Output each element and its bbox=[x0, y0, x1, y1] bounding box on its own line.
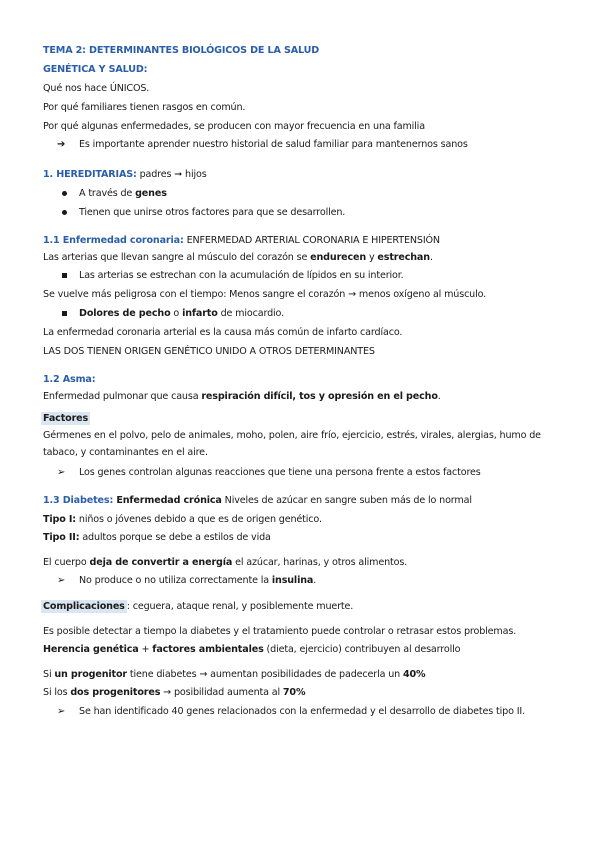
bold-text: 40% bbox=[403, 669, 426, 680]
paragraph-line bbox=[43, 251, 433, 264]
intro-arrow-text: Es importante aprender nuestro historial de salud familiar para mantenernos sanos bbox=[79, 139, 468, 150]
highlighted-text: Complicaciones bbox=[43, 601, 125, 612]
bold-text: endurecen bbox=[310, 252, 367, 263]
paragraph-line bbox=[43, 531, 271, 544]
paragraph-line bbox=[43, 513, 322, 526]
text: tiene diabetes → aumentan posibilidades de padecerla un bbox=[127, 669, 403, 680]
section-heading: 1.1 Enfermedad coronaria: bbox=[43, 235, 184, 246]
bold-text: 70% bbox=[282, 687, 306, 698]
text: No produce o no utiliza correctamente la bbox=[79, 575, 272, 586]
bold-text: insulina bbox=[271, 575, 314, 586]
bold-text: infarto bbox=[182, 308, 218, 319]
text: adultos porque se debe a estilos de vida bbox=[79, 532, 271, 543]
bullet-item: Las arterias se estrechan con la acumulación de lípidos en su interior. bbox=[79, 270, 404, 281]
text: niños o jóvenes debido a que es de origen genético. bbox=[76, 514, 322, 525]
text: → posibilidad aumenta al bbox=[160, 687, 283, 698]
text: Las arterias que llevan sangre al músculo del corazón se bbox=[43, 252, 311, 263]
intro-line: Por qué algunas enfermedades, se producen con mayor frecuencia en una familia bbox=[43, 121, 425, 132]
text: o bbox=[170, 308, 183, 319]
section-heading: 1. HEREDITARIAS: bbox=[43, 169, 137, 180]
paragraph-line: Es posible detectar a tiempo la diabetes y el tratamiento puede controlar o retrasar estos problemas. bbox=[43, 626, 517, 637]
text: A través de bbox=[79, 188, 136, 199]
bold-text: dos progenitores bbox=[70, 687, 161, 698]
arrow-item: Los genes controlan algunas reacciones que tiene una persona frente a estos factores bbox=[79, 467, 481, 478]
arrowhead-bullet-icon: ➢ bbox=[57, 575, 66, 586]
paragraph-line bbox=[43, 668, 426, 681]
intro-line: Qué nos hace ÚNICOS. bbox=[43, 83, 150, 94]
text: de miocardio. bbox=[217, 308, 284, 319]
paragraph-line bbox=[43, 556, 407, 569]
doc-title: TEMA 2: DETERMINANTES BIOLÓGICOS DE LA SALUD bbox=[43, 45, 320, 56]
arrowhead-bullet-icon: ➢ bbox=[57, 706, 66, 717]
text: . bbox=[437, 391, 441, 402]
text: + bbox=[138, 644, 153, 655]
section-hereditarias bbox=[43, 168, 207, 181]
text: : ceguera, ataque renal, y posiblemente muerte. bbox=[126, 601, 354, 612]
paragraph-line bbox=[43, 390, 441, 403]
bold-text: factores ambientales bbox=[152, 644, 264, 655]
section-diabetes bbox=[43, 494, 472, 507]
highlighted-text: Factores bbox=[43, 413, 89, 424]
bold-text: genes bbox=[135, 188, 167, 199]
text: Si bbox=[43, 669, 55, 680]
paragraph-line bbox=[43, 643, 460, 656]
factores-paragraph: Gérmenes en el polvo, pelo de animales, moho, polen, aire frío, ejercicio, estrés, virales, alergias, humo de tabaco, y contaminantes en el aire. bbox=[43, 430, 541, 458]
arrow-item: Se han identificado 40 genes relacionados con la enfermedad y el desarrollo de diabetes tipo II. bbox=[79, 706, 525, 717]
section-heading-rest: padres ➞ hijos bbox=[136, 169, 207, 180]
bold-text: deja de convertir a energía bbox=[89, 557, 233, 568]
bullet-dot-icon bbox=[62, 210, 67, 215]
doc-subtitle: GENÉTICA Y SALUD: bbox=[43, 64, 148, 75]
bold-text: Dolores de pecho bbox=[79, 308, 171, 319]
text: y bbox=[366, 252, 378, 263]
paragraph-line: Se vuelve más peligrosa con el tiempo: Menos sangre el corazón → menos oxígeno al músculo. bbox=[43, 289, 487, 300]
bold-text: estrechan bbox=[377, 252, 430, 263]
bullet-square-icon bbox=[62, 273, 67, 278]
arrow-item bbox=[79, 574, 316, 587]
section-heading-asma: 1.2 Asma: bbox=[43, 374, 96, 385]
bullet-item bbox=[79, 187, 167, 200]
arrow-bullet-icon: ➔ bbox=[57, 139, 66, 150]
paragraph-line: LAS DOS TIENEN ORIGEN GENÉTICO UNIDO A OTROS DETERMINANTES bbox=[43, 346, 375, 357]
text: . bbox=[429, 252, 433, 263]
text: El cuerpo bbox=[43, 557, 90, 568]
bullet-item: Tienen que unirse otros factores para que se desarrollen. bbox=[79, 207, 346, 218]
section-heading-rest: Niveles de azúcar en sangre suben más de lo normal bbox=[221, 495, 472, 506]
complicaciones-line bbox=[43, 600, 353, 613]
paragraph-line bbox=[43, 686, 305, 699]
bold-text: un progenitor bbox=[54, 669, 127, 680]
bullet-square-icon bbox=[62, 311, 67, 316]
bullet-dot-icon bbox=[62, 191, 67, 196]
section-heading-rest: ENFERMEDAD ARTERIAL CORONARIA E HIPERTENSIÓN bbox=[183, 235, 440, 246]
bullet-item bbox=[79, 307, 284, 320]
text: el azúcar, harinas, y otros alimentos. bbox=[232, 557, 408, 568]
text: Si los bbox=[43, 687, 71, 698]
arrowhead-bullet-icon: ➢ bbox=[57, 467, 66, 478]
paragraph-line: La enfermedad coronaria arterial es la causa más común de infarto cardíaco. bbox=[43, 327, 403, 338]
factores-label bbox=[43, 412, 90, 425]
text: Enfermedad pulmonar que causa bbox=[43, 391, 202, 402]
text: . bbox=[313, 575, 317, 586]
bold-text: Enfermedad crónica bbox=[113, 495, 222, 506]
bold-text: respiración difícil, tos y opresión en el pecho bbox=[201, 391, 438, 402]
section-coronaria bbox=[43, 234, 440, 247]
bold-text: Tipo I: bbox=[43, 514, 76, 525]
section-heading: 1.3 Diabetes: bbox=[43, 495, 114, 506]
bold-text: Tipo II: bbox=[43, 532, 80, 543]
intro-line: Por qué familiares tienen rasgos en común. bbox=[43, 102, 246, 113]
bold-text: Herencia genética bbox=[43, 644, 139, 655]
text: (dieta, ejercicio) contribuyen al desarrollo bbox=[263, 644, 461, 655]
